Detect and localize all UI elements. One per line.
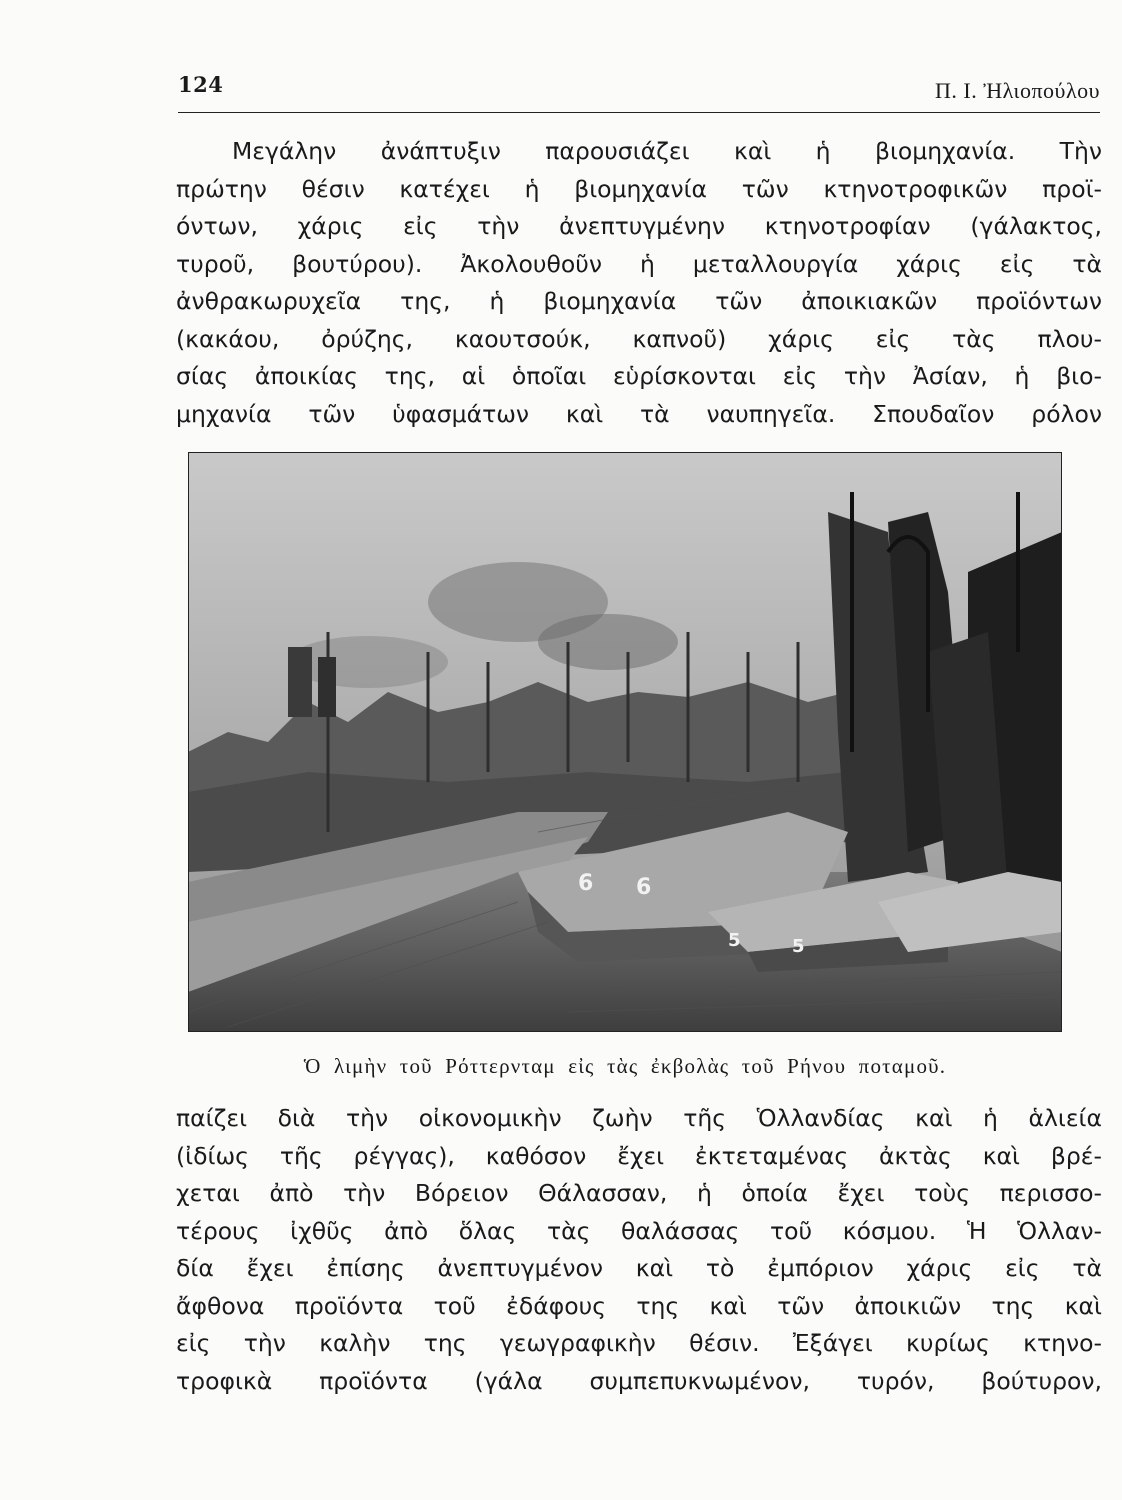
- hull-number: 5: [792, 936, 805, 957]
- hull-number: 6: [578, 871, 594, 896]
- text-line: χεται ἀπὸ τὴν Βόρειον Θάλασσαν, ἡ ὁποία ἔχει τοὺς περισσο-: [176, 1179, 1102, 1207]
- text-line: σίας ἀποικίας της, αἱ ὁποῖαι εὑρίσκονται εἰς τὴν Ἀσίαν, ἡ βιο-: [176, 362, 1102, 390]
- hull-number: 5: [728, 930, 741, 951]
- paragraph-industry: [176, 133, 1102, 433]
- text-line: ἄφθονα προϊόντα τοῦ ἐδάφους της καὶ τῶν ἀποικιῶν της καὶ: [176, 1291, 1102, 1320]
- text-line: (ἰδίως τῆς ρέγγας), καθόσον ἔχει ἐκτεταμένας ἀκτὰς καὶ βρέ-: [176, 1141, 1102, 1170]
- figure-caption: Ὁ λιμὴν τοῦ Ρόττερνταμ εἰς τὰς ἐκβολὰς τοῦ Ρήνου ποταμοῦ.: [303, 1054, 947, 1078]
- hull-number: 6: [636, 875, 652, 900]
- text-line: μηχανία τῶν ὑφασμάτων καὶ τὰ ναυπηγεῖα. Σπουδαῖον ρόλον: [176, 399, 1102, 428]
- text-line: Μεγάλην ἀνάπτυξιν παρουσιάζει καὶ ἡ βιομηχανία. Τὴν: [232, 137, 1102, 165]
- harbor-photograph: [188, 452, 1062, 1032]
- page-number: 124: [178, 72, 224, 97]
- text-line: δία ἔχει ἐπίσης ἀνεπτυγμένον καὶ τὸ ἐμπόριον χάρις εἰς τὰ: [176, 1254, 1102, 1282]
- text-line: τέρους ἰχθῦς ἀπὸ ὅλας τὰς θαλάσσας τοῦ κόσμου. Ἡ Ὁλλαν-: [176, 1216, 1102, 1245]
- text-line: (κακάου, ὀρύζης, καουτσούκ, καπνοῦ) χάρις εἰς τὰς πλου-: [176, 324, 1102, 353]
- running-head: Π. Ι. Ἠλιοπούλου: [935, 78, 1100, 103]
- text-line: παίζει διὰ τὴν οἰκονομικὴν ζωὴν τῆς Ὁλλανδίας καὶ ἡ ἁλιεία: [176, 1104, 1102, 1132]
- paragraph-fishing-trade: [176, 1100, 1102, 1400]
- page-header: [178, 70, 1100, 106]
- header-rule: [178, 112, 1100, 113]
- text-line: τυροῦ, βουτύρου). Ἀκολουθοῦν ἡ μεταλλουργία χάρις εἰς τὰ: [176, 249, 1102, 278]
- text-line: ἀνθρακωρυχεῖα της, ἡ βιομηχανία τῶν ἀποικιακῶν προϊόντων: [176, 287, 1102, 315]
- text-line: πρώτην θέσιν κατέχει ἡ βιομηχανία τῶν κτηνοτροφικῶν προϊ-: [176, 174, 1102, 203]
- text-line: όντων, χάρις εἰς τὴν ἀνεπτυγμένην κτηνοτροφίαν (γάλακτος,: [176, 212, 1102, 240]
- text-line: εἰς τὴν καλὴν της γεωγραφικὴν θέσιν. Ἐξάγει κυρίως κτηνο-: [176, 1329, 1102, 1357]
- text-line: τροφικὰ προϊόντα (γάλα συμπεπυκνωμένον, τυρόν, βούτυρον,: [176, 1366, 1102, 1395]
